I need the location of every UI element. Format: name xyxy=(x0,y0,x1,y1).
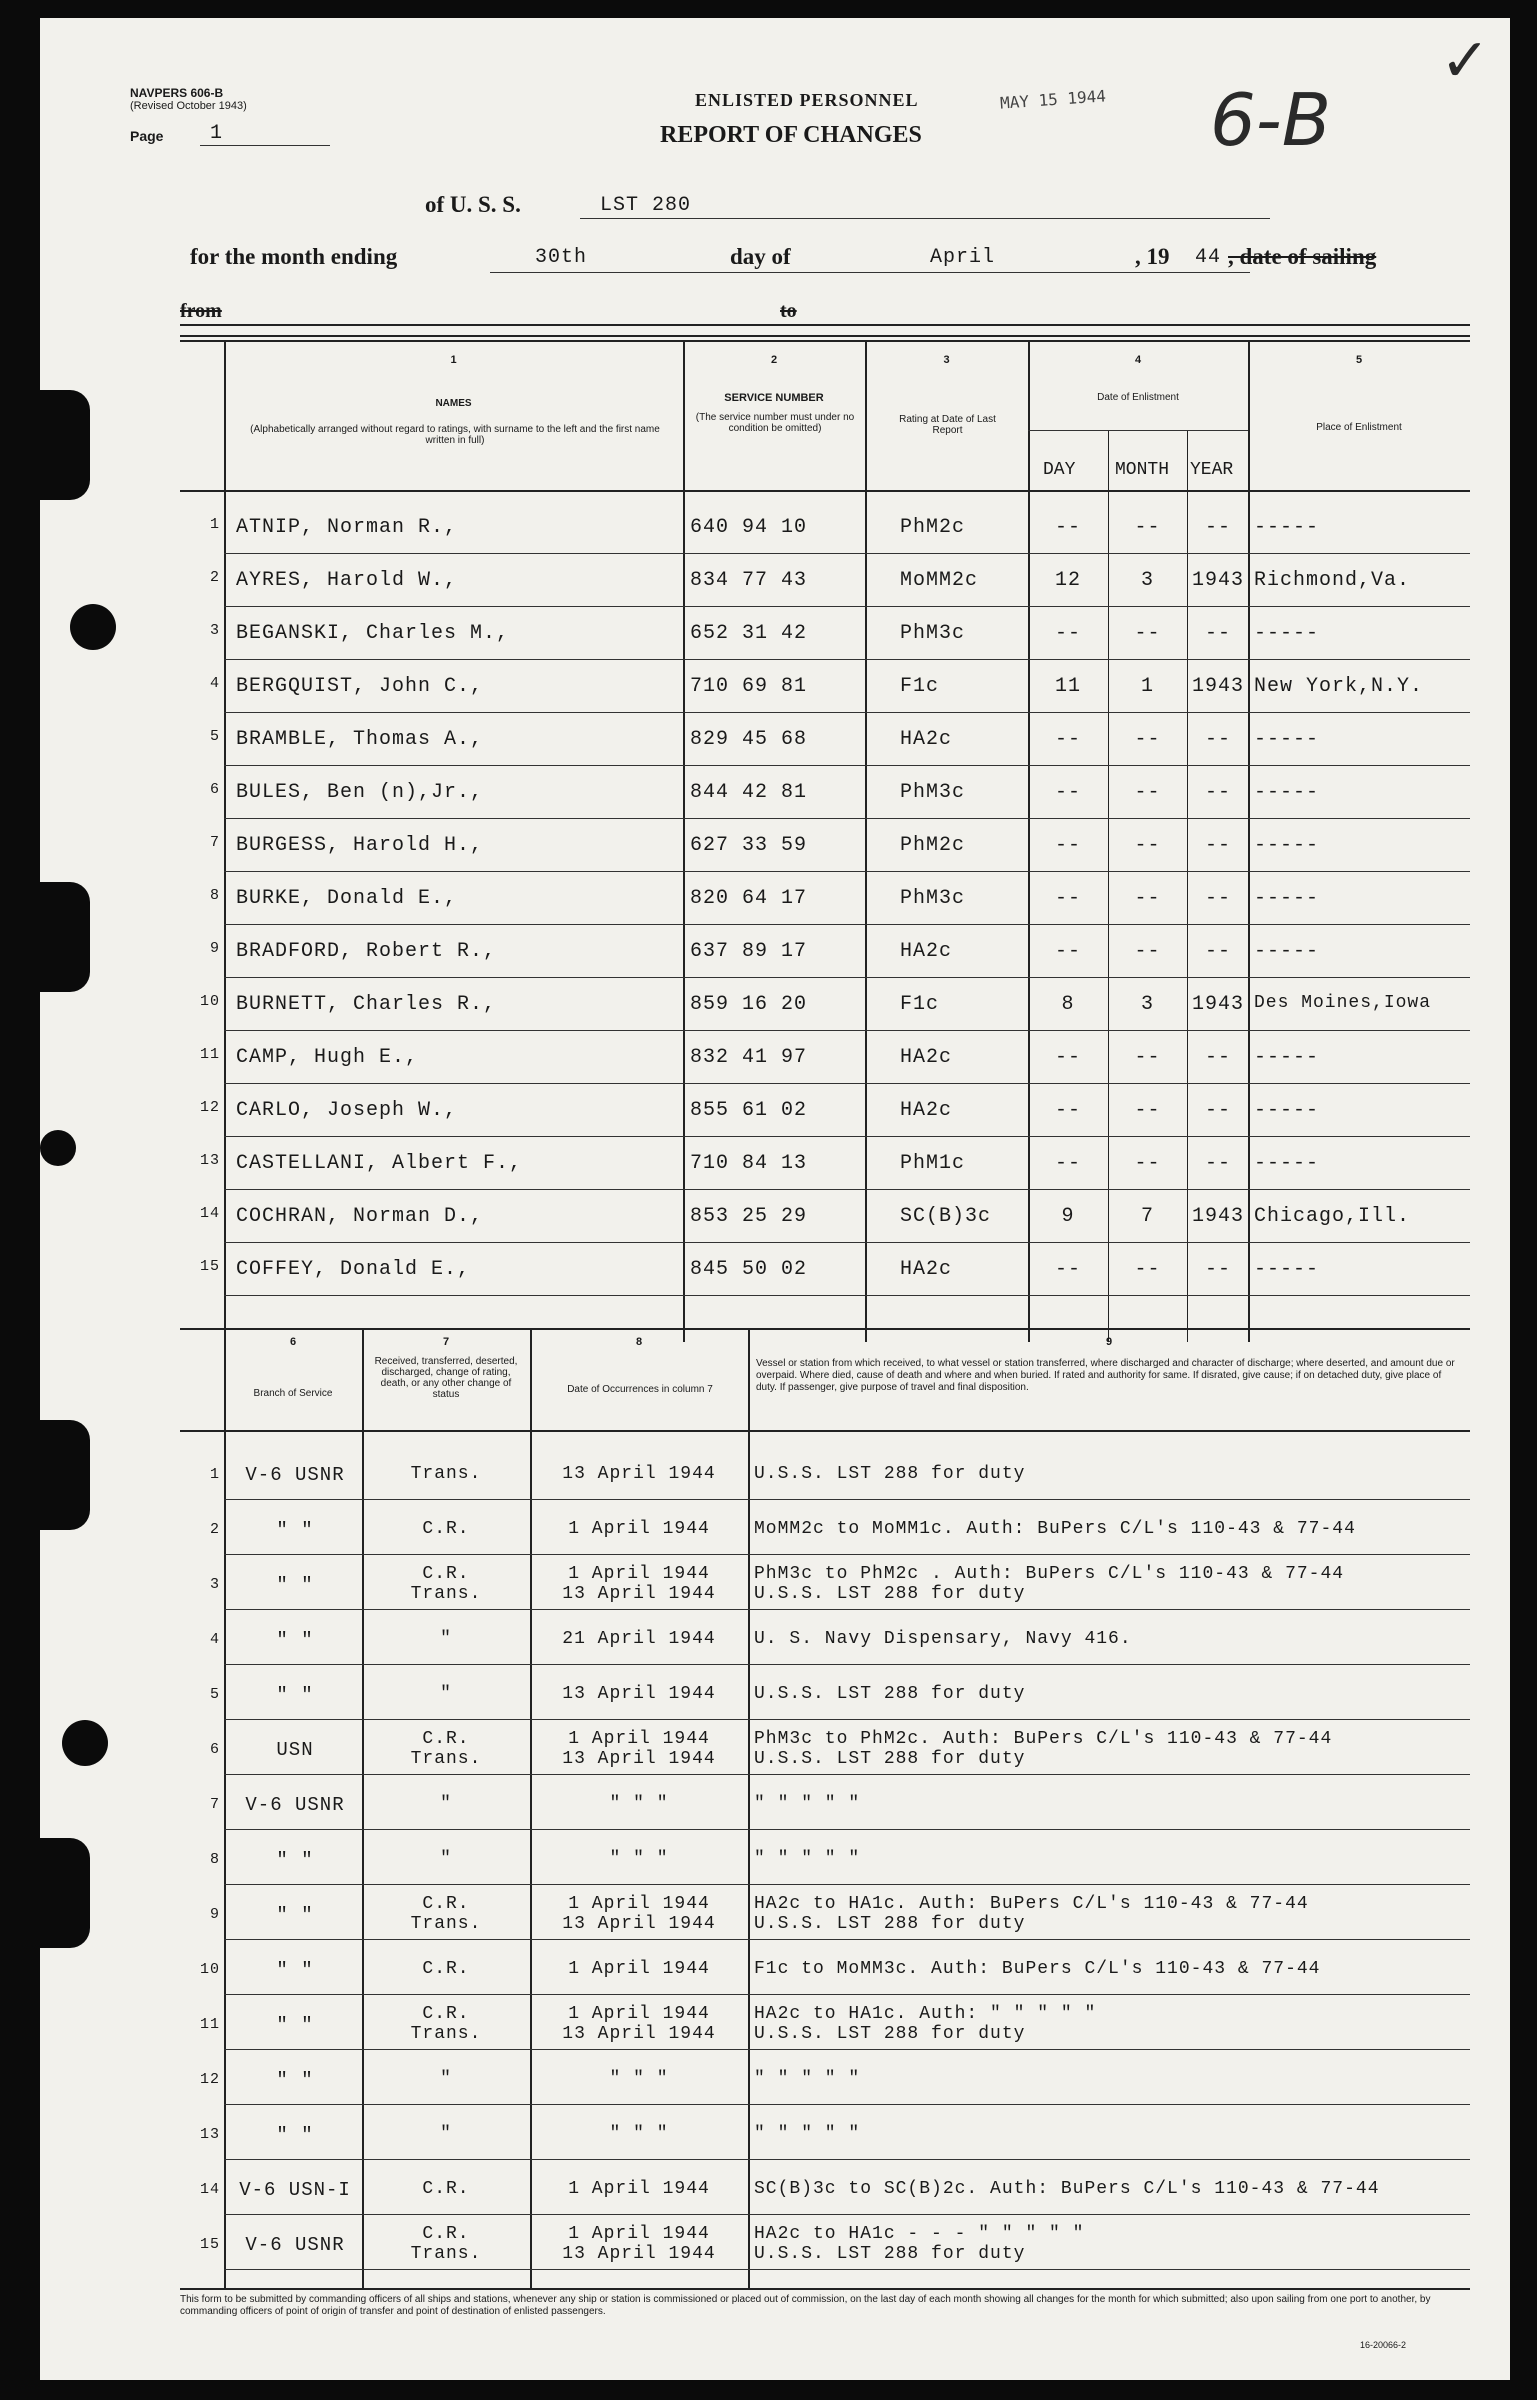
occurrence-date-cell: 1 April 1944 xyxy=(568,1729,710,1749)
remarks-cell: U.S.S. LST 288 for duty xyxy=(754,1684,1026,1704)
binder-hole xyxy=(40,882,90,992)
enlist-month-cell: -- xyxy=(1134,728,1161,751)
enlist-month-cell: -- xyxy=(1134,1046,1161,1069)
col8-number: 8 xyxy=(635,1336,643,1348)
enlist-place-cell: ----- xyxy=(1254,940,1320,963)
remarks-cell: U.S.S. LST 288 for duty xyxy=(754,1584,1026,1604)
enlist-year-cell: -- xyxy=(1204,887,1231,910)
enlist-day-cell: -- xyxy=(1054,887,1081,910)
occurrence-date-cell: 13 April 1944 xyxy=(562,2024,716,2044)
binder-hole xyxy=(40,390,90,500)
change-row-number: 9 xyxy=(209,1906,220,1923)
enlist-month-cell: -- xyxy=(1134,516,1161,539)
status-cell: " xyxy=(440,1794,452,1814)
status-cell: C.R. xyxy=(422,2179,470,2199)
occurrence-date-cell: " " " xyxy=(609,2124,669,2144)
change-row-number: 11 xyxy=(199,2016,220,2033)
name-cell: AYRES, Harold W., xyxy=(236,569,458,592)
report-page xyxy=(40,18,1510,2380)
enlist-year-cell: -- xyxy=(1204,940,1231,963)
branch-cell: " " xyxy=(276,2014,314,2036)
enlist-month-cell: -- xyxy=(1134,887,1161,910)
binder-hole xyxy=(40,1130,76,1166)
enlist-month-cell: -- xyxy=(1134,622,1161,645)
enlist-place-cell: ----- xyxy=(1254,516,1320,539)
day-of-label: day of xyxy=(730,244,791,269)
occurrence-date-cell: " " " xyxy=(609,1794,669,1814)
branch-cell: V-6 USNR xyxy=(245,1794,345,1816)
month-name: April xyxy=(930,246,996,269)
enlist-day-cell: 8 xyxy=(1061,993,1075,1016)
enlist-day-cell: -- xyxy=(1054,834,1081,857)
enlist-day-cell: -- xyxy=(1054,622,1081,645)
change-row-number: 10 xyxy=(199,1961,220,1978)
branch-cell: " " xyxy=(276,1904,314,1926)
name-cell: BERGQUIST, John C., xyxy=(236,675,484,698)
branch-cell: " " xyxy=(276,1849,314,1871)
name-cell: BULES, Ben (n),Jr., xyxy=(236,781,484,804)
enlist-year-cell: 1943 xyxy=(1191,675,1244,698)
from-struck: from xyxy=(180,300,222,322)
rating-cell: F1c xyxy=(900,675,940,698)
header-line2: REPORT OF CHANGES xyxy=(660,122,922,148)
col3-title: Rating at Date of Last Report xyxy=(899,414,996,436)
status-cell: " xyxy=(440,1849,452,1869)
occurrence-date-cell: 13 April 1944 xyxy=(562,1684,716,1704)
row-number: 10 xyxy=(199,993,220,1010)
page-number: 1 xyxy=(210,122,224,145)
col5-title: Place of Enlistment xyxy=(1316,422,1402,433)
branch-cell: V-6 USNR xyxy=(245,1464,345,1486)
year-prefix: , 19 xyxy=(1135,244,1170,269)
enlist-year-cell: 1943 xyxy=(1191,569,1244,592)
col1-title: NAMES xyxy=(435,398,472,409)
enlist-day-cell: 12 xyxy=(1054,569,1081,592)
enlist-year-cell: -- xyxy=(1204,781,1231,804)
branch-cell: " " xyxy=(276,1519,314,1541)
change-row-number: 6 xyxy=(209,1741,220,1758)
rating-cell: HA2c xyxy=(900,728,953,751)
row-number: 8 xyxy=(209,887,220,904)
remarks-cell: U.S.S. LST 288 for duty xyxy=(754,1749,1026,1769)
status-cell: C.R. xyxy=(422,2004,470,2024)
occurrence-date-cell: 13 April 1944 xyxy=(562,1749,716,1769)
col7-number: 7 xyxy=(442,1336,450,1348)
change-row-number: 15 xyxy=(199,2236,220,2253)
enlist-day-cell: -- xyxy=(1054,1099,1081,1122)
rating-cell: F1c xyxy=(900,993,940,1016)
enlist-day-cell: -- xyxy=(1054,1258,1081,1281)
enlist-month-cell: 3 xyxy=(1140,569,1154,592)
service-number-cell: 845 50 02 xyxy=(690,1258,808,1281)
binder-hole xyxy=(40,1420,90,1530)
col4-month-header: MONTH xyxy=(1115,460,1170,480)
change-row-number: 3 xyxy=(209,1576,220,1593)
status-cell: " xyxy=(440,2069,452,2089)
status-cell: Trans. xyxy=(410,1914,482,1934)
col9-number: 9 xyxy=(1105,1336,1113,1348)
branch-cell: " " xyxy=(276,1629,314,1651)
occurrence-date-cell: 1 April 1944 xyxy=(568,1959,710,1979)
enlist-place-cell: Chicago,Ill. xyxy=(1254,1205,1411,1228)
enlist-month-cell: 7 xyxy=(1140,1205,1154,1228)
header-line1: ENLISTED PERSONNEL xyxy=(695,90,919,110)
remarks-cell: " " " " " xyxy=(754,2069,861,2089)
name-cell: BEGANSKI, Charles M., xyxy=(236,622,510,645)
col4-day-header: DAY xyxy=(1043,460,1076,480)
remarks-cell: " " " " " xyxy=(754,1794,861,1814)
occurrence-date-cell: 13 April 1944 xyxy=(562,2244,716,2264)
enlist-year-cell: -- xyxy=(1204,516,1231,539)
month-ending-label: for the month ending xyxy=(190,244,398,269)
enlist-day-cell: -- xyxy=(1054,781,1081,804)
enlist-place-cell: ----- xyxy=(1254,1046,1320,1069)
enlist-year-cell: -- xyxy=(1204,1099,1231,1122)
name-cell: CARLO, Joseph W., xyxy=(236,1099,458,1122)
name-cell: COCHRAN, Norman D., xyxy=(236,1205,484,1228)
status-cell: Trans. xyxy=(410,1749,482,1769)
check-mark: ✓ xyxy=(1440,26,1491,96)
occurrence-date-cell: 13 April 1944 xyxy=(562,1584,716,1604)
col8-title: Date of Occurrences in column 7 xyxy=(567,1384,713,1395)
binder-hole xyxy=(62,1720,108,1766)
rating-cell: PhM3c xyxy=(900,781,966,804)
to-struck: to xyxy=(780,300,797,322)
binder-hole xyxy=(70,604,116,650)
rating-cell: PhM2c xyxy=(900,834,966,857)
col9-title: Vessel or station from which received, to what vessel or station transferred, where discharged and character of discharge; where deserted, and amount due or overpaid. Where died, cause of death and where and when buried. If rated and authority for same. If disrated, give cause; if on detached duty, give place of duty. If passenger, give purpose of travel and final disposition. xyxy=(756,1358,1455,1393)
enlist-day-cell: -- xyxy=(1054,516,1081,539)
enlist-day-cell: -- xyxy=(1054,940,1081,963)
enlist-month-cell: -- xyxy=(1134,1258,1161,1281)
col4-number: 4 xyxy=(1134,354,1142,366)
footer-code: 16-20066-2 xyxy=(1360,2340,1407,2350)
enlist-month-cell: -- xyxy=(1134,940,1161,963)
rating-cell: SC(B)3c xyxy=(900,1205,992,1228)
col2-number: 2 xyxy=(770,354,778,366)
service-number-cell: 637 89 17 xyxy=(690,940,808,963)
col2-subtitle: (The service number must under no condition be omitted) xyxy=(695,412,855,434)
col7-title: Received, transferred, deserted, discharged, change of rating, death, or any other change of status xyxy=(374,1356,518,1400)
rating-cell: MoMM2c xyxy=(900,569,979,592)
ship-name: LST 280 xyxy=(600,194,692,217)
name-cell: CASTELLANI, Albert F., xyxy=(236,1152,523,1175)
status-cell: C.R. xyxy=(422,2224,470,2244)
service-number-cell: 834 77 43 xyxy=(690,569,808,592)
name-cell: BURNETT, Charles R., xyxy=(236,993,497,1016)
change-row-number: 1 xyxy=(209,1466,220,1483)
service-number-cell: 832 41 97 xyxy=(690,1046,808,1069)
date-stamp: MAY 15 1944 xyxy=(999,86,1107,113)
enlist-year-cell: -- xyxy=(1204,1152,1231,1175)
row-number: 3 xyxy=(209,622,220,639)
enlist-year-cell: -- xyxy=(1204,1046,1231,1069)
col1-subtitle: (Alphabetically arranged without regard to ratings, with surname to the left and the first name written in full) xyxy=(250,424,660,446)
change-row-number: 12 xyxy=(199,2071,220,2088)
rating-cell: HA2c xyxy=(900,1258,953,1281)
enlist-place-cell: Des Moines,Iowa xyxy=(1254,993,1432,1013)
branch-cell: V-6 USNR xyxy=(245,2234,345,2256)
status-cell: C.R. xyxy=(422,1894,470,1914)
enlist-year-cell: 1943 xyxy=(1191,993,1244,1016)
rating-cell: PhM3c xyxy=(900,622,966,645)
remarks-cell: U.S.S. LST 288 for duty xyxy=(754,1464,1026,1484)
row-number: 1 xyxy=(209,516,220,533)
occurrence-date-cell: 13 April 1944 xyxy=(562,1464,716,1484)
row-number: 9 xyxy=(209,940,220,957)
remarks-cell: SC(B)3c to SC(B)2c. Auth: BuPers C/L's 110-43 & 77-44 xyxy=(754,2179,1380,2199)
branch-cell: " " xyxy=(276,1574,314,1596)
enlist-month-cell: 1 xyxy=(1140,675,1154,698)
occurrence-date-cell: 1 April 1944 xyxy=(568,1519,710,1539)
remarks-cell: U.S.S. LST 288 for duty xyxy=(754,2024,1026,2044)
status-cell: Trans. xyxy=(410,1584,482,1604)
name-cell: ATNIP, Norman R., xyxy=(236,516,458,539)
rating-cell: HA2c xyxy=(900,940,953,963)
enlist-month-cell: -- xyxy=(1134,1099,1161,1122)
enlist-place-cell: ----- xyxy=(1254,622,1320,645)
rating-cell: HA2c xyxy=(900,1046,953,1069)
rating-cell: HA2c xyxy=(900,1099,953,1122)
change-row-number: 8 xyxy=(209,1851,220,1868)
service-number-cell: 844 42 81 xyxy=(690,781,808,804)
row-number: 2 xyxy=(209,569,220,586)
remarks-cell: U.S.S. LST 288 for duty xyxy=(754,1914,1026,1934)
col1-number: 1 xyxy=(450,354,457,366)
enlist-day-cell: -- xyxy=(1054,728,1081,751)
enlist-year-cell: 1943 xyxy=(1191,1205,1244,1228)
remarks-cell: " " " " " xyxy=(754,1849,861,1869)
year-suffix: 44 xyxy=(1195,246,1222,269)
enlist-place-cell: ----- xyxy=(1254,1099,1320,1122)
name-cell: BURKE, Donald E., xyxy=(236,887,458,910)
rating-cell: PhM2c xyxy=(900,516,966,539)
enlist-month-cell: 3 xyxy=(1140,993,1154,1016)
service-number-cell: 820 64 17 xyxy=(690,887,808,910)
remarks-cell: HA2c to HA1c. Auth: BuPers C/L's 110-43 & 77-44 xyxy=(754,1894,1309,1914)
remarks-cell: PhM3c to PhM2c. Auth: BuPers C/L's 110-43 & 77-44 xyxy=(754,1729,1333,1749)
branch-cell: " " xyxy=(276,1684,314,1706)
enlist-month-cell: -- xyxy=(1134,834,1161,857)
occurrence-date-cell: 1 April 1944 xyxy=(568,2004,710,2024)
col6-number: 6 xyxy=(289,1336,297,1348)
enlist-place-cell: New York,N.Y. xyxy=(1254,675,1424,698)
col5-number: 5 xyxy=(1355,354,1363,366)
col3-number: 3 xyxy=(943,354,950,366)
name-cell: BRADFORD, Robert R., xyxy=(236,940,497,963)
remarks-cell: U. S. Navy Dispensary, Navy 416. xyxy=(754,1629,1132,1649)
row-number: 4 xyxy=(209,675,220,692)
name-cell: BRAMBLE, Thomas A., xyxy=(236,728,484,751)
row-number: 5 xyxy=(209,728,220,745)
enlist-day-cell: -- xyxy=(1054,1046,1081,1069)
rating-cell: PhM1c xyxy=(900,1152,966,1175)
occurrence-date-cell: 1 April 1944 xyxy=(568,2179,710,2199)
col4-year-header: YEAR xyxy=(1190,460,1234,480)
remarks-cell: F1c to MoMM3c. Auth: BuPers C/L's 110-43 & 77-44 xyxy=(754,1959,1321,1979)
status-cell: Trans. xyxy=(410,2244,482,2264)
branch-cell: " " xyxy=(276,2124,314,2146)
enlist-day-cell: 9 xyxy=(1061,1205,1075,1228)
of-uss-label: of U. S. S. xyxy=(425,192,521,217)
binder-hole xyxy=(40,1838,90,1948)
change-row-number: 7 xyxy=(209,1796,220,1813)
status-cell: " xyxy=(440,2124,452,2144)
enlist-day-cell: 11 xyxy=(1054,675,1081,698)
col6-title: Branch of Service xyxy=(253,1388,333,1399)
enlist-place-cell: ----- xyxy=(1254,1258,1320,1281)
service-number-cell: 853 25 29 xyxy=(690,1205,808,1228)
service-number-cell: 859 16 20 xyxy=(690,993,808,1016)
footer-instructions: This form to be submitted by commanding officers of all ships and stations, whenever any ship or station is commissioned or placed out of commission, on the last day of each month showing all changes for the month for which submitted; also upon sailing from one port to another, by commanding officers of point of origin of transfer and point of destination of enlisted passengers. xyxy=(180,2294,1431,2317)
service-number-cell: 652 31 42 xyxy=(690,622,808,645)
service-number-cell: 855 61 02 xyxy=(690,1099,808,1122)
row-number: 7 xyxy=(209,834,220,851)
remarks-cell: HA2c to HA1c - - - " " " " " xyxy=(754,2224,1085,2244)
status-cell: C.R. xyxy=(422,1729,470,1749)
status-cell: C.R. xyxy=(422,1564,470,1584)
page-label: Page xyxy=(130,128,164,144)
enlist-place-cell: ----- xyxy=(1254,834,1320,857)
change-row-number: 5 xyxy=(209,1686,220,1703)
enlist-place-cell: ----- xyxy=(1254,781,1320,804)
branch-cell: " " xyxy=(276,1959,314,1981)
col4-title: Date of Enlistment xyxy=(1097,392,1179,403)
change-row-number: 4 xyxy=(209,1631,220,1648)
month-day: 30th xyxy=(535,246,588,269)
status-cell: Trans. xyxy=(410,2024,482,2044)
branch-cell: USN xyxy=(276,1739,314,1761)
remarks-cell: " " " " " xyxy=(754,2124,861,2144)
service-number-cell: 710 69 81 xyxy=(690,675,808,698)
enlist-month-cell: -- xyxy=(1134,781,1161,804)
occurrence-date-cell: 13 April 1944 xyxy=(562,1914,716,1934)
enlist-year-cell: -- xyxy=(1204,728,1231,751)
status-cell: " xyxy=(440,1629,452,1649)
service-number-cell: 829 45 68 xyxy=(690,728,808,751)
name-cell: COFFEY, Donald E., xyxy=(236,1258,471,1281)
enlist-year-cell: -- xyxy=(1204,1258,1231,1281)
status-cell: " xyxy=(440,1684,452,1704)
occurrence-date-cell: " " " xyxy=(609,1849,669,1869)
name-cell: BURGESS, Harold H., xyxy=(236,834,484,857)
occurrence-date-cell: " " " xyxy=(609,2069,669,2089)
enlist-place-cell: ----- xyxy=(1254,887,1320,910)
remarks-cell: U.S.S. LST 288 for duty xyxy=(754,2244,1026,2264)
service-number-cell: 640 94 10 xyxy=(690,516,808,539)
col2-title: SERVICE NUMBER xyxy=(724,392,824,404)
occurrence-date-cell: 1 April 1944 xyxy=(568,2224,710,2244)
enlist-place-cell: Richmond,Va. xyxy=(1254,569,1411,592)
row-number: 13 xyxy=(199,1152,220,1169)
rating-cell: PhM3c xyxy=(900,887,966,910)
enlist-month-cell: -- xyxy=(1134,1152,1161,1175)
name-cell: CAMP, Hugh E., xyxy=(236,1046,419,1069)
change-row-number: 2 xyxy=(209,1521,220,1538)
form-revised: (Revised October 1943) xyxy=(130,100,247,112)
form-id: NAVPERS 606-B xyxy=(130,86,224,100)
change-row-number: 13 xyxy=(199,2126,220,2143)
branch-cell: " " xyxy=(276,2069,314,2091)
enlist-place-cell: ----- xyxy=(1254,728,1320,751)
sailing-struck: , date of sailing xyxy=(1228,244,1377,269)
status-cell: C.R. xyxy=(422,1959,470,1979)
occurrence-date-cell: 21 April 1944 xyxy=(562,1629,716,1649)
row-number: 6 xyxy=(209,781,220,798)
service-number-cell: 627 33 59 xyxy=(690,834,808,857)
remarks-cell: MoMM2c to MoMM1c. Auth: BuPers C/L's 110-43 & 77-44 xyxy=(754,1519,1356,1539)
remarks-cell: HA2c to HA1c. Auth: " " " " " xyxy=(754,2004,1097,2024)
occurrence-date-cell: 1 April 1944 xyxy=(568,1894,710,1914)
service-number-cell: 710 84 13 xyxy=(690,1152,808,1175)
row-number: 11 xyxy=(199,1046,220,1063)
row-number: 14 xyxy=(199,1205,220,1222)
branch-cell: V-6 USN-I xyxy=(239,2179,351,2201)
status-cell: C.R. xyxy=(422,1519,470,1539)
enlist-day-cell: -- xyxy=(1054,1152,1081,1175)
enlist-place-cell: ----- xyxy=(1254,1152,1320,1175)
row-number: 12 xyxy=(199,1099,220,1116)
remarks-cell: PhM3c to PhM2c . Auth: BuPers C/L's 110-43 & 77-44 xyxy=(754,1564,1345,1584)
handwritten-code: 6-B xyxy=(1210,78,1332,162)
enlist-year-cell: -- xyxy=(1204,622,1231,645)
change-row-number: 14 xyxy=(199,2181,220,2198)
enlist-year-cell: -- xyxy=(1204,834,1231,857)
status-cell: Trans. xyxy=(410,1464,482,1484)
row-number: 15 xyxy=(199,1258,220,1275)
occurrence-date-cell: 1 April 1944 xyxy=(568,1564,710,1584)
